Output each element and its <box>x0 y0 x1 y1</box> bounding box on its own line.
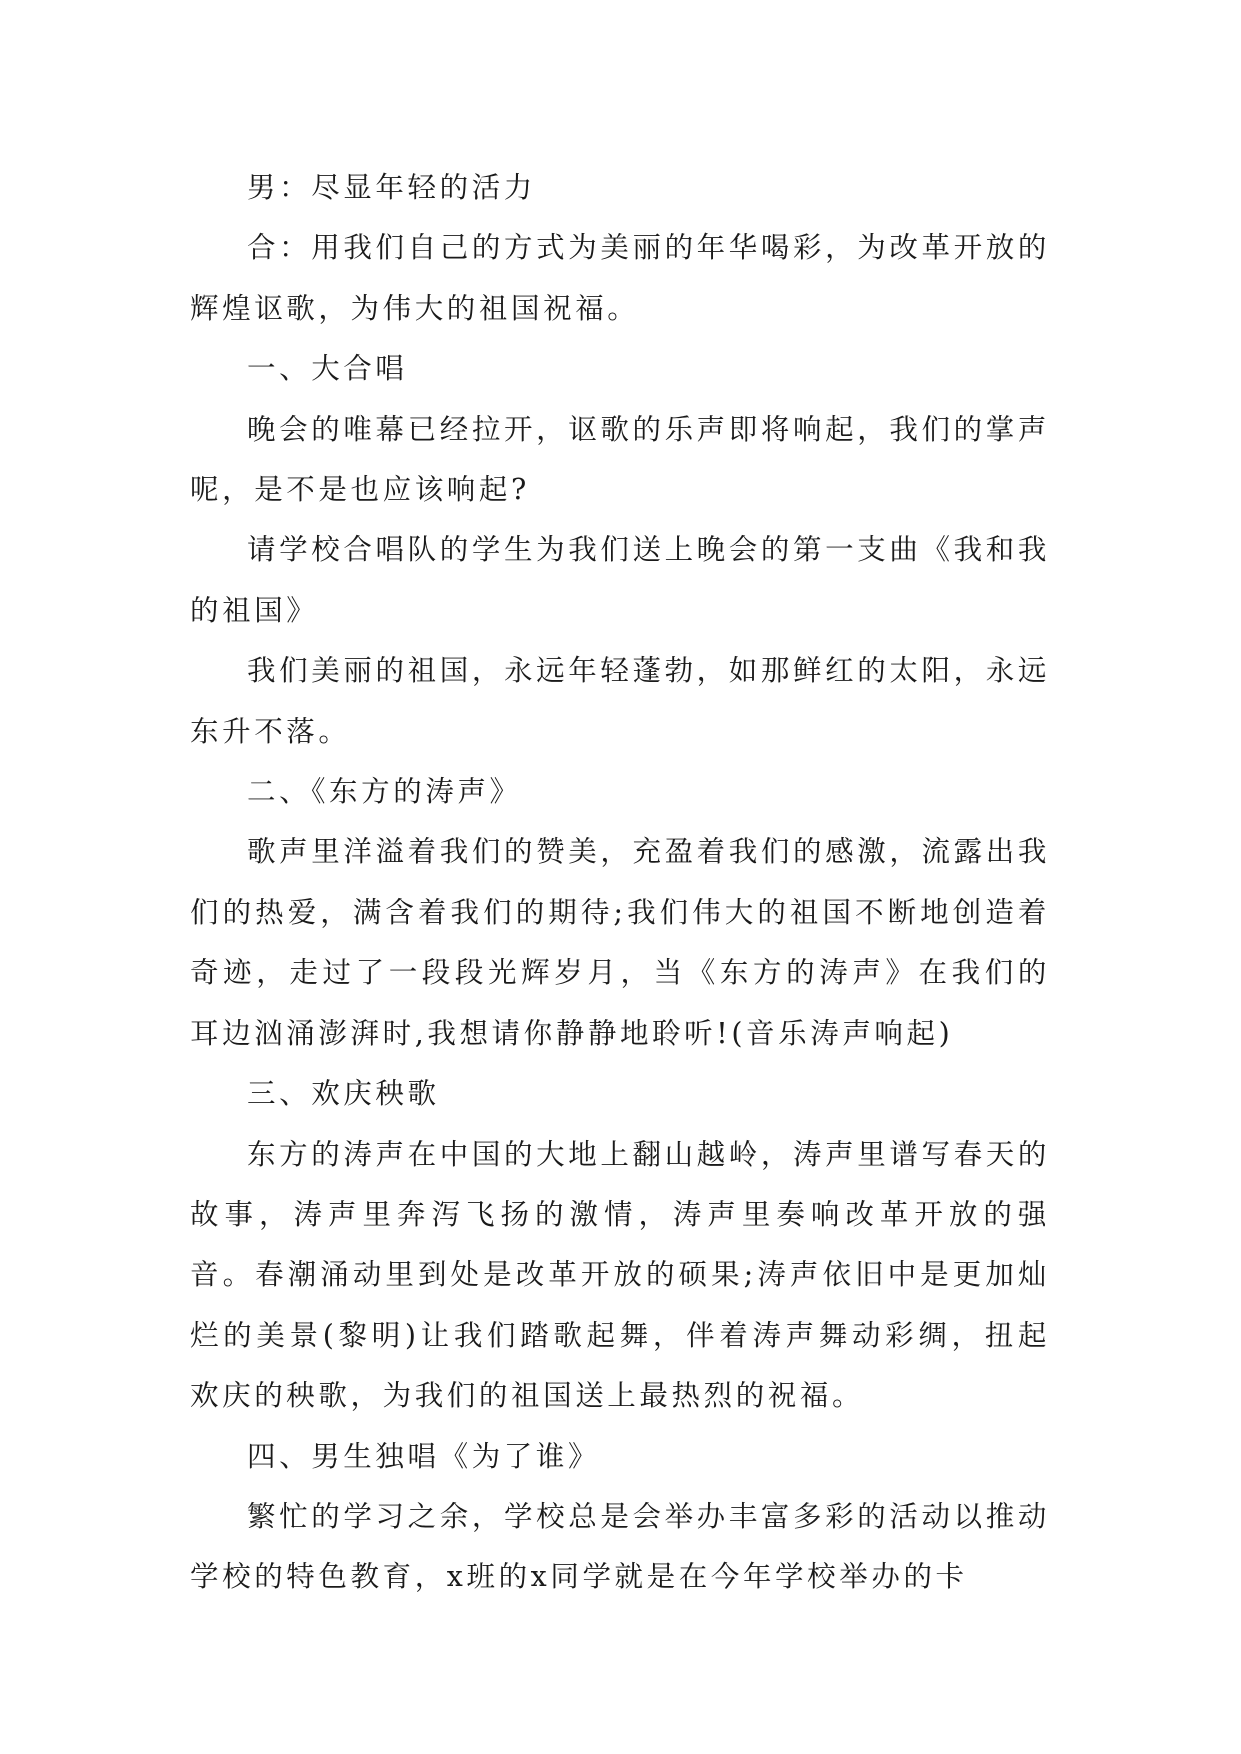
paragraph-motherland: 我们美丽的祖国，永远年轻蓬勃，如那鲜红的太阳，永远东升不落。 <box>190 654 1050 748</box>
section-heading-male-solo: 四、男生独唱《为了谁》 <box>247 1439 601 1473</box>
document-body <box>190 158 1050 1608</box>
paragraph-together-line: 合：用我们自己的方式为美丽的年华喝彩，为改革开放的辉煌讴歌，为伟大的祖国祝福。 <box>190 231 1050 325</box>
paragraph-male-line: 男：尽显年轻的活力 <box>247 171 536 204</box>
section-heading-chorus: 一、大合唱 <box>247 352 408 386</box>
section-heading-eastern-waves: 二、《东方的涛声》 <box>247 775 522 809</box>
section-heading-yangge: 三、欢庆秧歌 <box>247 1077 440 1111</box>
paragraph-choir-intro: 请学校合唱队的学生为我们送上晚会的第一支曲《我和我的祖国》 <box>190 533 1050 627</box>
paragraph-yangge: 东方的涛声在中国的大地上翻山越岭，涛声里谱写春天的故事，涛声里奔泻飞扬的激情，涛声里奏响改革开放的强音。春潮涌动里到处是改革开放的硕果;涛声依旧中是更加灿烂的美景(黎明)让我们踏歌起舞，伴着涛声舞动彩绸，扭起欢庆的秧歌，为我们的祖国送上最热烈的祝福。 <box>190 1137 1050 1413</box>
paragraph-school-activities: 繁忙的学习之余，学校总是会举办丰富多彩的活动以推动学校的特色教育，x班的x同学就是在今年学校举办的卡 <box>190 1499 1050 1594</box>
paragraph-song-praise: 歌声里洋溢着我们的赞美，充盈着我们的感激，流露出我们的热爱，满含着我们的期待;我们伟大的祖国不断地创造着奇迹，走过了一段段光辉岁月，当《东方的涛声》在我们的耳边汹涌澎湃时,我想请你静静地聆听!(音乐涛声响起) <box>190 835 1050 1050</box>
paragraph-curtain: 晚会的唯幕已经拉开，讴歌的乐声即将响起，我们的掌声呢，是不是也应该响起? <box>190 412 1050 507</box>
